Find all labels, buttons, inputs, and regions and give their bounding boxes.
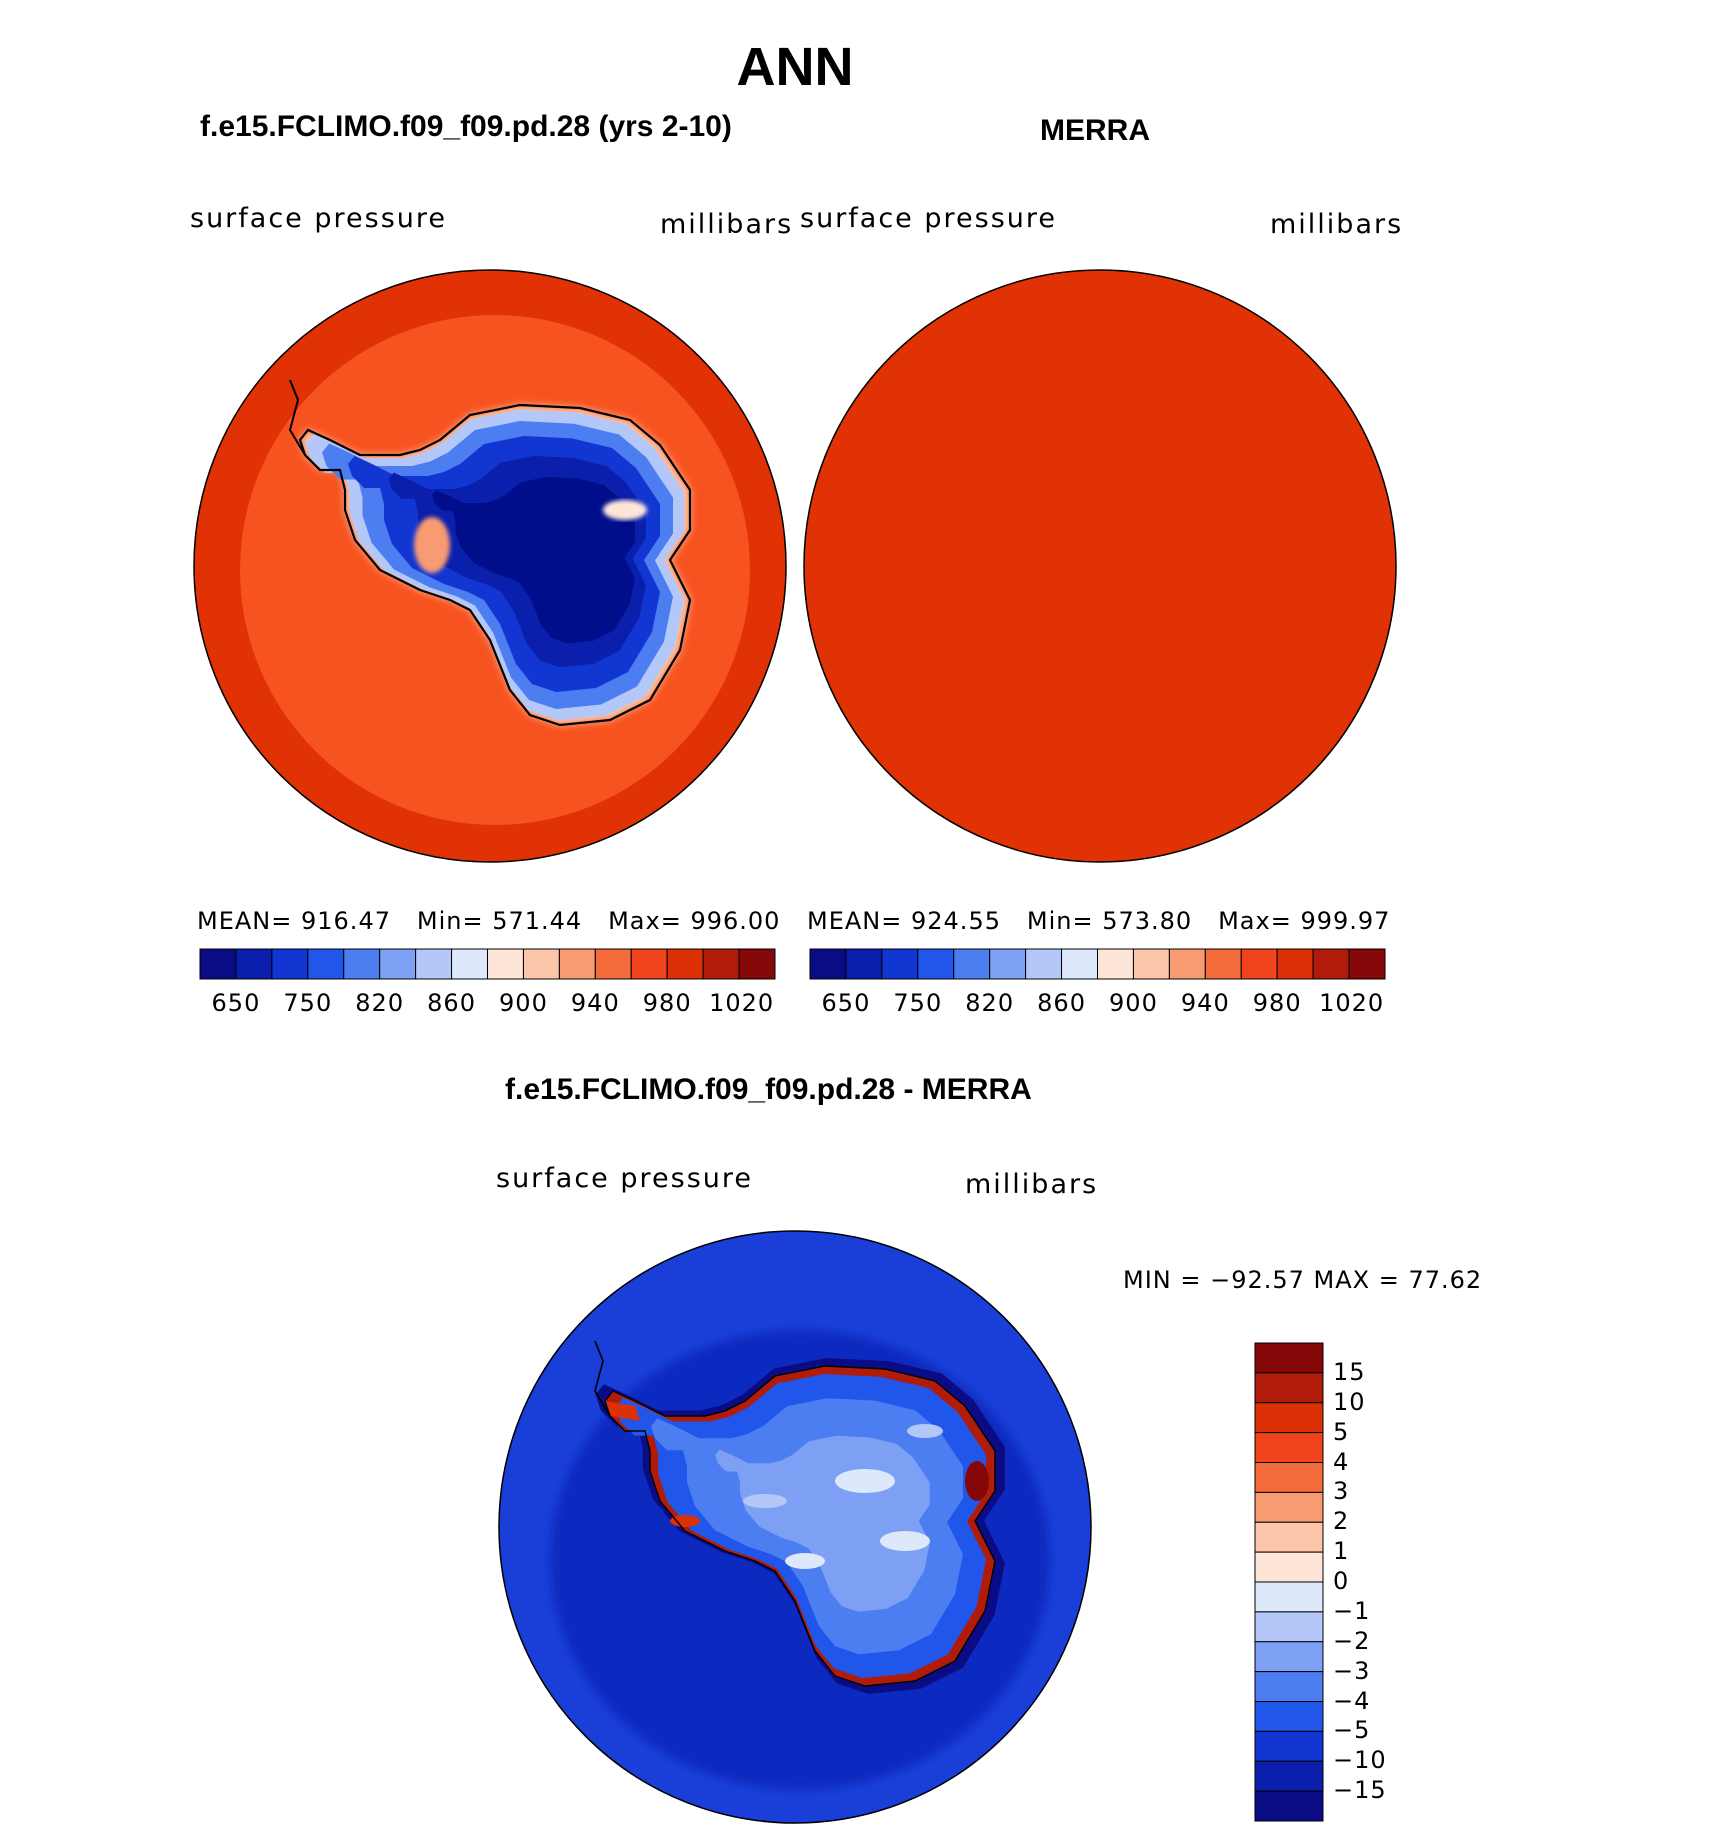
- model-colorbar-box: [200, 949, 236, 979]
- model-min-value: 571.44: [492, 907, 583, 935]
- merra-colorbar-box: [1062, 949, 1098, 979]
- diff-colorbar-tick-label: 0: [1333, 1567, 1350, 1595]
- merra-colorbar-box: [1169, 949, 1205, 979]
- diff-colorbar-box: [1255, 1672, 1323, 1702]
- merra-mean-value: 924.55: [911, 907, 1001, 935]
- merra-colorbar-tick-label: 940: [1180, 989, 1230, 1017]
- diff-colorbar-tick-label: 10: [1333, 1387, 1366, 1416]
- model-colorbar-tick-label: 650: [211, 989, 261, 1017]
- diff-colorbar-box: [1255, 1612, 1323, 1642]
- diff-colorbar-box: [1255, 1463, 1323, 1493]
- diff-colorbar-box: [1255, 1731, 1323, 1761]
- model-colorbar-box: [272, 949, 308, 979]
- model-mean-value: 916.47: [301, 907, 391, 935]
- diff-colorbar-box: [1255, 1403, 1323, 1433]
- merra-map-ocean: [804, 270, 1396, 862]
- diff-colorbar-tick-label: −10: [1333, 1746, 1387, 1775]
- merra-colorbar-box: [846, 949, 882, 979]
- diff-colorbar-tick-label: −1: [1333, 1596, 1371, 1625]
- diff-minmax: MIN = −92.57 MAX = 77.62: [1123, 1266, 1483, 1294]
- merra-mean-label: MEAN=: [807, 907, 903, 935]
- merra-colorbar-box: [1133, 949, 1169, 979]
- model-variable-label: surface pressure: [190, 203, 447, 234]
- model-colorbar-box: [380, 949, 416, 979]
- diff-colorbar-box: [1255, 1492, 1323, 1522]
- diff-colorbar-box: [1255, 1642, 1323, 1672]
- diff-colorbar-box: [1255, 1522, 1323, 1552]
- model-colorbar-box: [559, 949, 595, 979]
- diff-colorbar-tick-label: −4: [1333, 1686, 1371, 1715]
- merra-max-value: 999.97: [1300, 907, 1391, 935]
- merra-colorbar-box: [1349, 949, 1385, 979]
- model-min-label: Min=: [416, 907, 484, 935]
- merra-colorbar-box: [882, 949, 918, 979]
- diff-colorbar-tick-label: 15: [1333, 1357, 1366, 1386]
- merra-colorbar-box: [1241, 949, 1277, 979]
- model-stats: [197, 907, 780, 935]
- merra-colorbar-box: [810, 949, 846, 979]
- model-colorbar-box: [667, 949, 703, 979]
- merra-colorbar-box: [918, 949, 954, 979]
- model-panel-title: f.e15.FCLIMO.f09_f09.pd.28 (yrs 2-10): [200, 110, 732, 143]
- model-colorbar-tick-label: 750: [283, 989, 333, 1017]
- diff-colorbar-box: [1255, 1702, 1323, 1732]
- merra-colorbar-box: [1026, 949, 1062, 979]
- model-colorbar-tick-label: 820: [355, 989, 405, 1017]
- model-colorbar-box: [739, 949, 775, 979]
- diff-units-label: millibars: [965, 1169, 1099, 1200]
- merra-colorbar-tick-label: 860: [1037, 989, 1086, 1017]
- model-max-value: 996.00: [690, 907, 781, 935]
- model-map: [194, 270, 786, 862]
- model-colorbar-box: [595, 949, 631, 979]
- diff-colorbar-tick-label: 4: [1333, 1447, 1350, 1476]
- merra-min-value: 573.80: [1102, 907, 1193, 935]
- model-max-label: Max=: [608, 907, 682, 935]
- merra-colorbar-box: [1277, 949, 1313, 979]
- merra-min-label: Min=: [1026, 907, 1094, 935]
- merra-colorbar-box: [990, 949, 1026, 979]
- model-colorbar: [200, 949, 775, 979]
- model-colorbar-box: [631, 949, 667, 979]
- diff-colorbar-tick-label: −5: [1333, 1716, 1371, 1745]
- diff-colorbar-tick-label: −2: [1333, 1626, 1371, 1655]
- merra-max-label: Max=: [1218, 907, 1292, 935]
- model-colorbar-box: [344, 949, 380, 979]
- model-colorbar-tick-label: 1020: [709, 989, 775, 1017]
- merra-colorbar-box: [1098, 949, 1134, 979]
- merra-panel-title: MERRA: [1040, 114, 1150, 147]
- diff-colorbar-box: [1255, 1343, 1323, 1373]
- diff-colorbar-tick-label: 3: [1333, 1477, 1350, 1506]
- page-title: ANN: [736, 37, 854, 97]
- merra-colorbar-tick-label: 650: [821, 989, 871, 1017]
- merra-colorbar-tick-label: 900: [1109, 989, 1158, 1017]
- merra-colorbar-box: [1205, 949, 1241, 979]
- merra-stats: [807, 907, 1390, 935]
- model-colorbar-box: [308, 949, 344, 979]
- diff-colorbar-tick-label: 1: [1333, 1537, 1350, 1566]
- diff-colorbar-box: [1255, 1761, 1323, 1791]
- diff-colorbar-box: [1255, 1373, 1323, 1403]
- model-colorbar-tick-label: 940: [570, 989, 620, 1017]
- model-colorbar-box: [416, 949, 452, 979]
- model-mean-label: MEAN=: [197, 907, 293, 935]
- merra-colorbar-tick-label: 980: [1252, 989, 1302, 1017]
- merra-variable-label: surface pressure: [800, 203, 1057, 234]
- diff-colorbar-tick-label: 2: [1333, 1507, 1350, 1536]
- merra-colorbar-tick-label: 820: [965, 989, 1015, 1017]
- diff-colorbar-box: [1255, 1433, 1323, 1463]
- diff-map: [499, 1231, 1091, 1823]
- merra-colorbar-tick-label: 1020: [1319, 989, 1385, 1017]
- merra-units-label: millibars: [1270, 209, 1404, 240]
- diff-colorbar: [1255, 1343, 1323, 1821]
- diff-colorbar-box: [1255, 1582, 1323, 1612]
- merra-colorbar-box: [954, 949, 990, 979]
- diff-colorbar-tick-label: −15: [1333, 1776, 1387, 1805]
- model-colorbar-box: [452, 949, 488, 979]
- diff-variable-label: surface pressure: [496, 1163, 753, 1194]
- model-colorbar-box: [236, 949, 272, 979]
- model-colorbar-tick-label: 980: [642, 989, 692, 1017]
- diff-colorbar-tick-label: 5: [1333, 1417, 1350, 1446]
- merra-colorbar-box: [1313, 949, 1349, 979]
- model-colorbar-box: [703, 949, 739, 979]
- model-colorbar-box: [523, 949, 559, 979]
- model-colorbar-tick-label: 860: [427, 989, 476, 1017]
- diff-panel-title: f.e15.FCLIMO.f09_f09.pd.28 - MERRA: [505, 1073, 1032, 1106]
- diff-colorbar-box: [1255, 1791, 1323, 1821]
- merra-map: [804, 270, 1396, 862]
- merra-colorbar-tick-label: 750: [893, 989, 943, 1017]
- diff-colorbar-box: [1255, 1552, 1323, 1582]
- model-colorbar-box: [488, 949, 524, 979]
- model-colorbar-tick-label: 900: [499, 989, 548, 1017]
- diff-colorbar-tick-label: −3: [1333, 1656, 1371, 1685]
- merra-colorbar: [810, 949, 1385, 979]
- model-units-label: millibars: [660, 209, 794, 240]
